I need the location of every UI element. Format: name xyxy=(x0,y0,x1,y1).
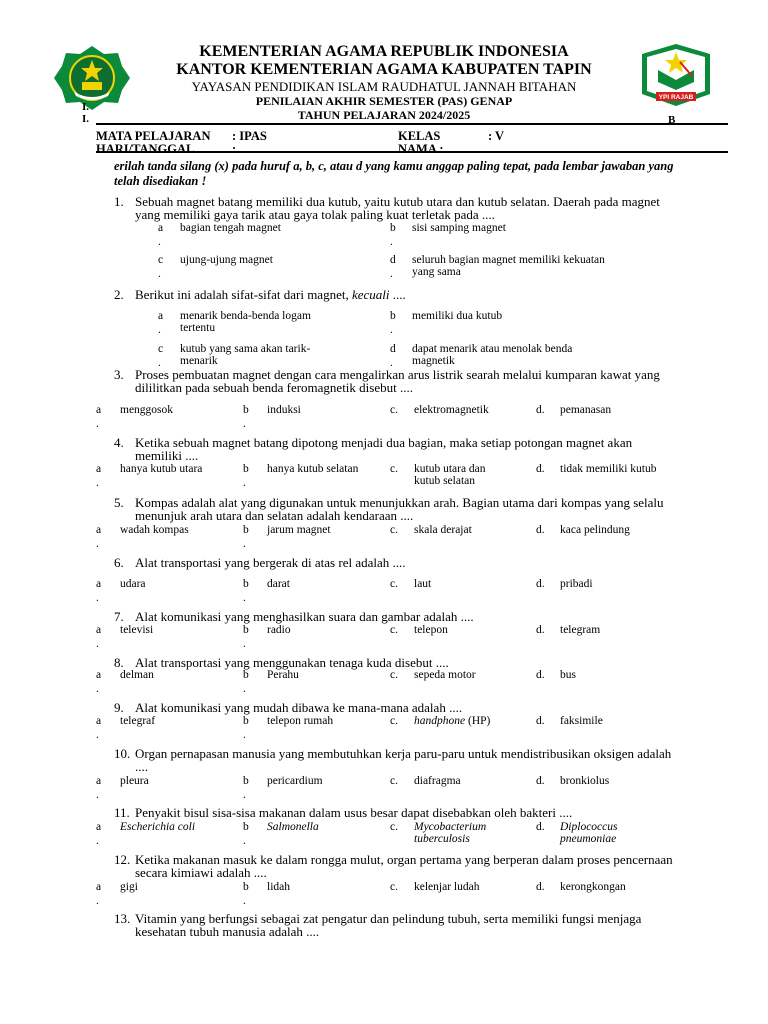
question-8: 8. Alat transportasi yang menggunakan tenaga kuda disebut .... xyxy=(114,655,449,670)
question-7: 7. Alat komunikasi yang menghasilkan suara dan gambar adalah .... xyxy=(114,609,474,624)
question-number: 1. xyxy=(114,194,124,209)
header-office: KANTOR KEMENTERIAN AGAMA KABUPATEN TAPIN xyxy=(176,61,592,78)
question-text: Sebuah magnet batang memiliki dua kutub, yaitu kutub utara dan kutub selatan. Daerah pada magnet yang memiliki gaya tarik atau gaya tolak paling kuat terletak pada .... xyxy=(135,194,660,222)
header-ministry: KEMENTERIAN AGAMA REPUBLIK INDONESIA xyxy=(199,43,569,60)
name-label: NAMA : xyxy=(398,142,444,156)
question-3: 3. Proses pembuatan magnet dengan cara mengalirkan arus listrik searah melalui kumparan kawat yang dililitkan pada sebuah benda feromagnetik disebut .... xyxy=(114,367,660,395)
question-9: 9. Alat komunikasi yang mudah dibawa ke mana-mana adalah .... xyxy=(114,700,463,715)
header-year: TAHUN PELAJARAN 2024/2025 xyxy=(297,108,471,122)
question-6: 6. Alat transportasi yang bergerak di atas rel adalah .... xyxy=(114,555,406,570)
subject-value: : IPAS xyxy=(232,129,267,143)
header-exam: PENILAIAN AKHIR SEMESTER (PAS) GENAP xyxy=(255,94,513,108)
date-value: : xyxy=(232,142,237,156)
question-2: 2. Berikut ini adalah sifat-sifat dari magnet, kecuali .... xyxy=(114,287,406,302)
question-10: 10. Organ pernapasan manusia yang membutuhkan kerja paru-paru untuk mendistribusikan oksigen adalah .... xyxy=(114,746,672,774)
left-mark: I. xyxy=(82,101,90,113)
question-12: 12. Ketika makanan masuk ke dalam rongga mulut, organ pertama yang berperan dalam proses pencernaan secara kimiawi adalah .... xyxy=(114,852,673,880)
instruction: erilah tanda silang (x) pada huruf a, b, c, atau d yang kamu anggap paling tepat, pada lembar jawaban yang telah disediakan ! xyxy=(114,159,674,188)
question-13: 13. Vitamin yang berfungsi sebagai zat pengatur dan pelindung tubuh, serta memiliki fungsi menjaga kesehatan tubuh manusia adalah .... xyxy=(114,911,642,939)
left-mark-2: I. xyxy=(82,113,90,125)
question-1 xyxy=(114,195,674,221)
subject-label: MATA PELAJARAN xyxy=(96,129,211,143)
question-5: 5. Kompas adalah alat yang digunakan untuk menunjukkan arah. Bagian utama dari kompas yang selalu menunjuk arah utara dan selatan adalah kendaraan .... xyxy=(114,495,664,523)
header-rule-top xyxy=(96,123,728,125)
class-value: : V xyxy=(488,129,505,143)
logo-text: YPI RAJAB xyxy=(658,94,694,101)
header-rule-bottom xyxy=(96,151,728,153)
question-11: 11. Penyakit bisul sisa-sisa makanan dalam usus besar dapat disebabkan oleh bakteri .... xyxy=(114,805,573,820)
header-foundation: YAYASAN PENDIDIKAN ISLAM RAUDHATUL JANNAH BITAHAN xyxy=(191,79,577,94)
question-4: 4. Ketika sebuah magnet batang dipotong menjadi dua bagian, maka setiap potongan magnet akan memiliki .... xyxy=(114,435,633,463)
right-mark: B xyxy=(668,114,676,126)
class-label: KELAS xyxy=(398,129,441,143)
date-label: HARI/TANGGAL xyxy=(96,142,195,156)
